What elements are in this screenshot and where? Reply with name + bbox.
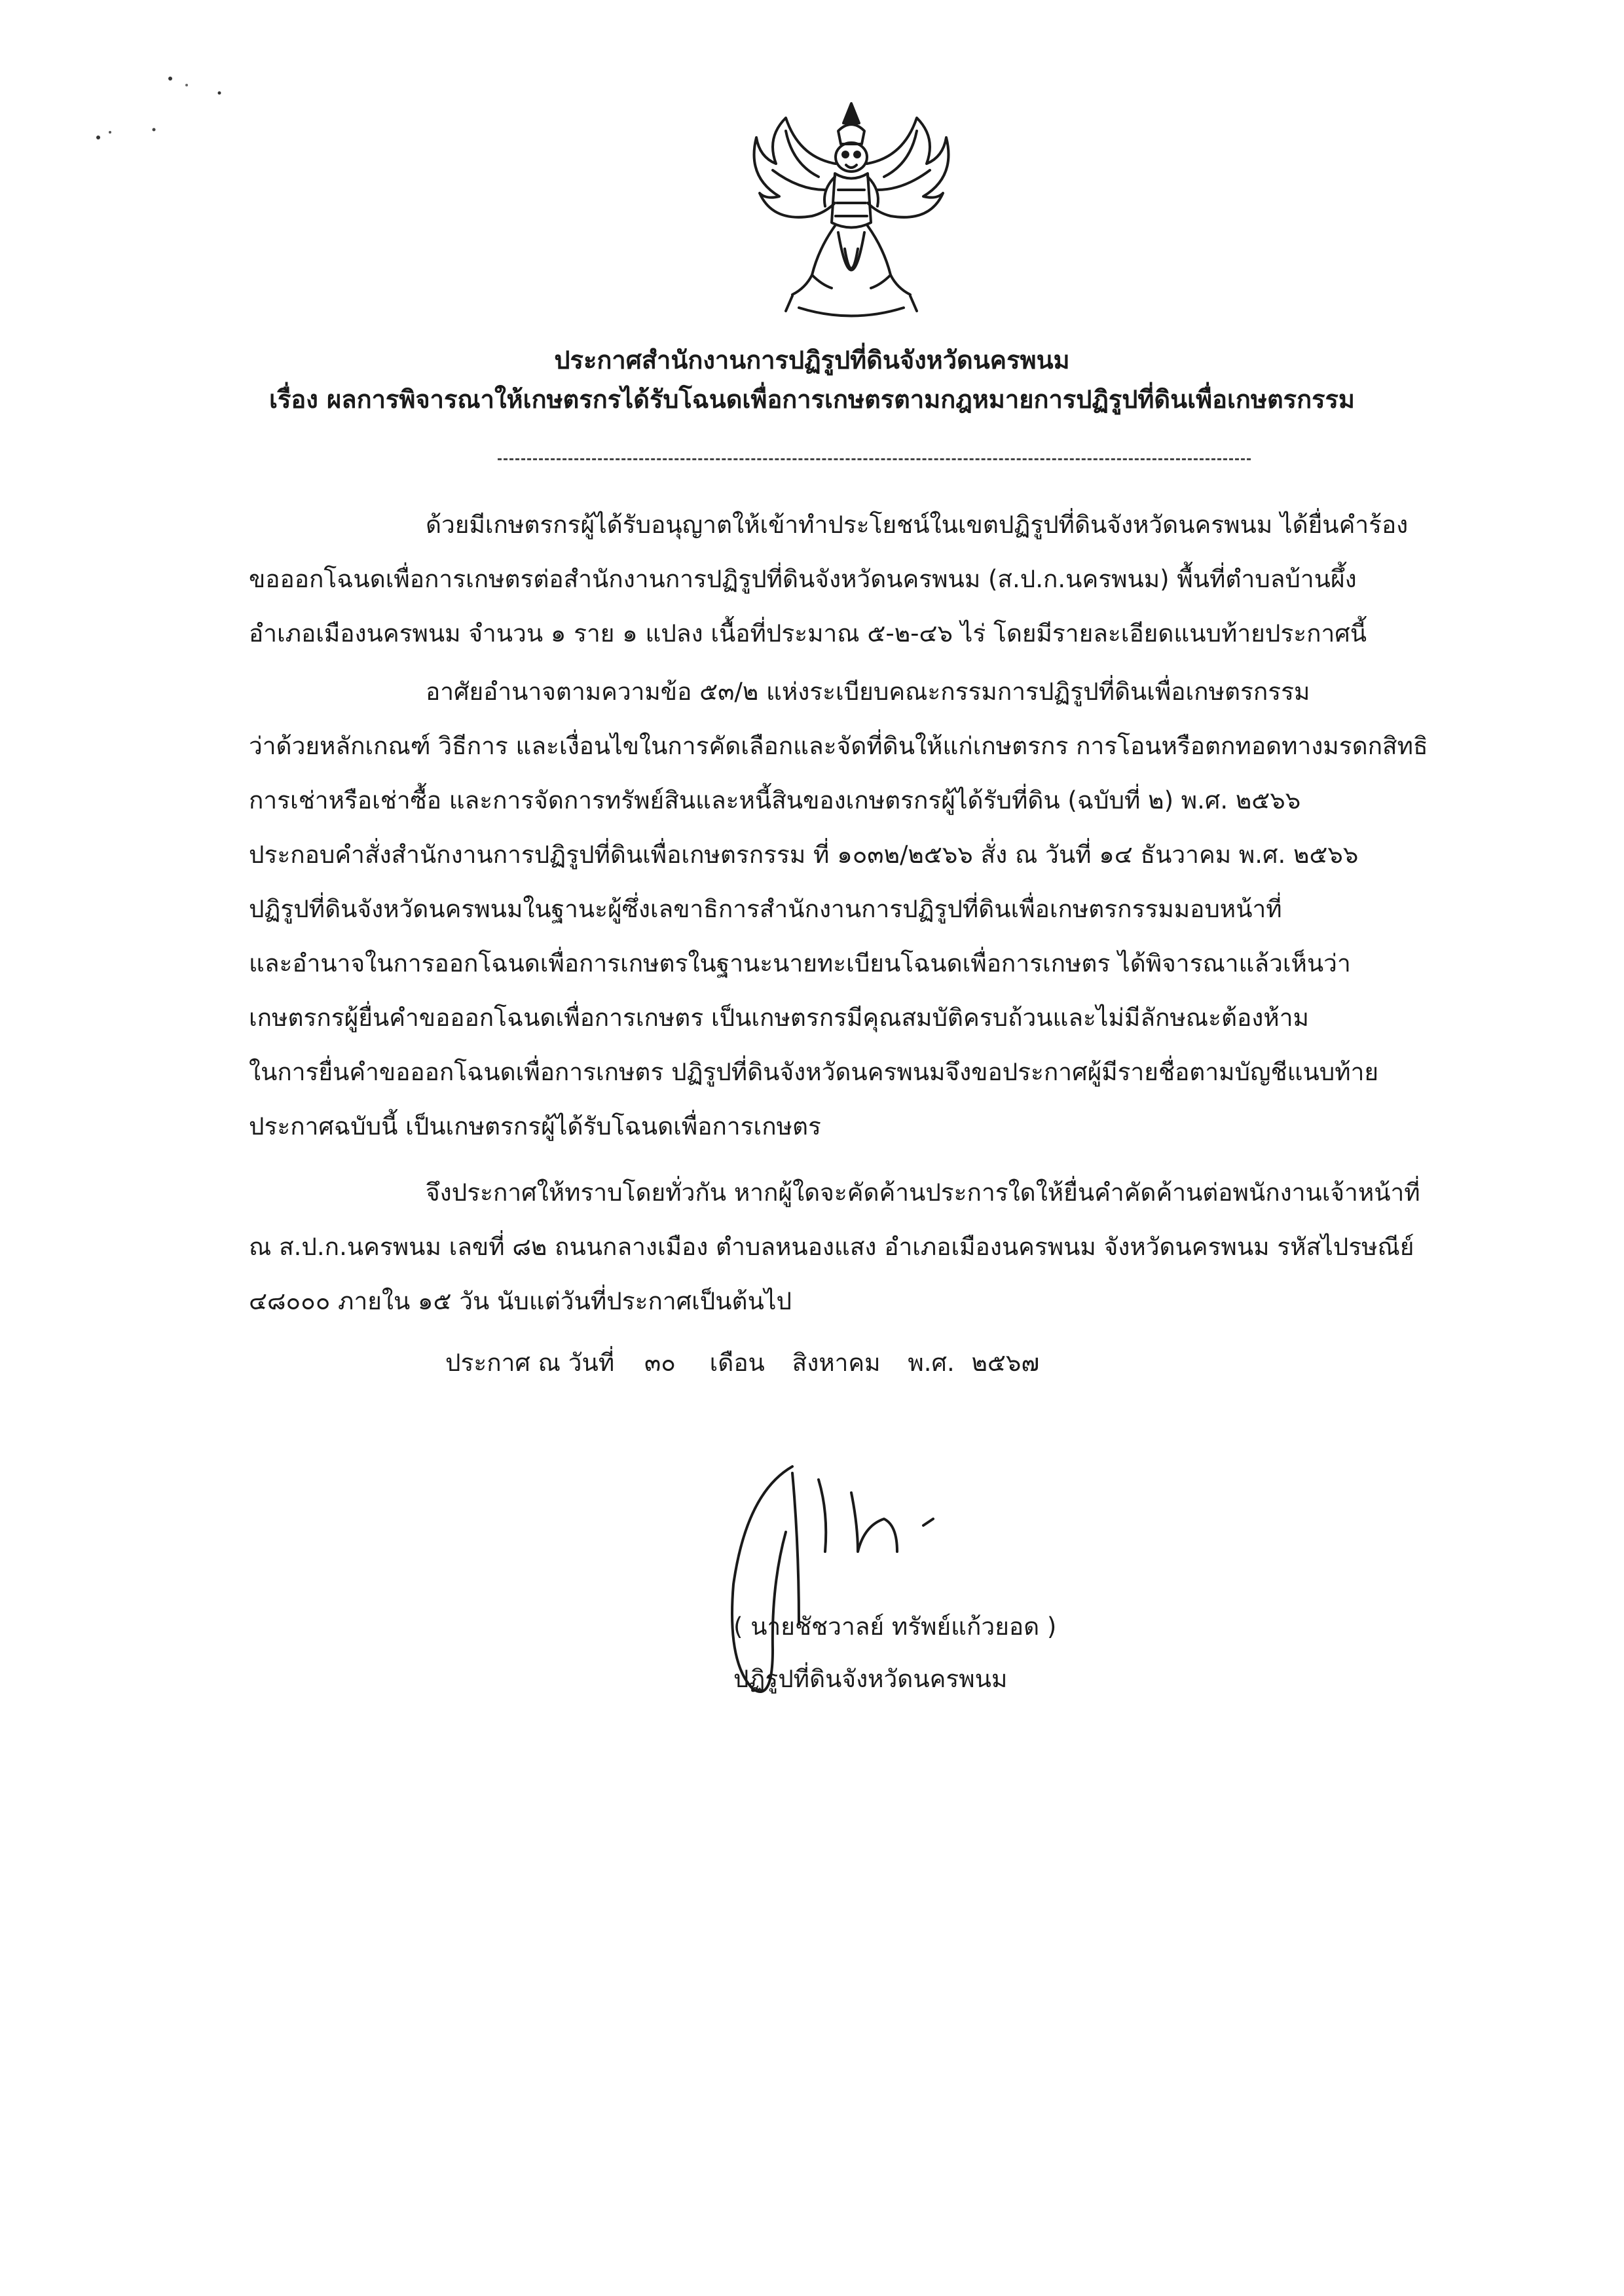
paragraph-line: เกษตรกรผู้ยื่นคำขอออกโฉนดเพื่อการเกษตร เป็นเกษตรกรมีคุณสมบัติครบถ้วนและไม่มีลักษณะต้องห้าม: [249, 1004, 1309, 1032]
signer-title: ปฏิรูปที่ดินจังหวัดนครพนม: [733, 1665, 1008, 1693]
scan-specks: [79, 59, 249, 157]
paragraph-line: ประกาศฉบับนี้ เป็นเกษตรกรผู้ได้รับโฉนดเพื่อการเกษตร: [249, 1112, 821, 1140]
announcement-title: ประกาศสำนักงานการปฏิรูปที่ดินจังหวัดนครพนม: [554, 346, 1070, 374]
paragraph-line: อาศัยอำนาจตามความข้อ ๕๓/๒ แห่งระเบียบคณะกรรมการปฏิรูปที่ดินเพื่อเกษตรกรรม: [426, 678, 1310, 706]
dateline-month: สิงหาคม: [792, 1349, 881, 1377]
paragraph-line: ว่าด้วยหลักเกณฑ์ วิธีการ และเงื่อนไขในการคัดเลือกและจัดที่ดินให้แก่เกษตรกร การโอนหรือตกทอดทางมรดกสิทธิ: [249, 732, 1428, 760]
paragraph-line: และอำนาจในการออกโฉนดเพื่อการเกษตรในฐานะนายทะเบียนโฉนดเพื่อการเกษตร ได้พิจารณาแล้วเห็นว่า: [249, 949, 1351, 977]
dateline-prefix: ประกาศ ณ วันที่: [445, 1349, 615, 1377]
announcement-subject: เรื่อง ผลการพิจารณาให้เกษตรกรได้รับโฉนดเพื่อการเกษตรตามกฎหมายการปฏิรูปที่ดินเพื่อเกษตรกรรม: [269, 385, 1355, 414]
paragraph-line: ประกอบคำสั่งสำนักงานการปฏิรูปที่ดินเพื่อเกษตรกรรม ที่ ๑๐๓๒/๒๕๖๖ สั่ง ณ วันที่ ๑๔ ธันวาคม พ.ศ. ๒๕๖๖: [249, 841, 1359, 869]
announcement-dateline: [445, 1336, 1039, 1390]
paragraph-line: ด้วยมีเกษตรกรผู้ได้รับอนุญาตให้เข้าทำประโยชน์ในเขตปฏิรูปที่ดินจังหวัดนครพนม ได้ยื่นคำร้อง: [426, 511, 1409, 539]
paragraph-line: จึงประกาศให้ทราบโดยทั่วกัน หากผู้ใดจะคัดค้านประการใดให้ยื่นคำคัดค้านต่อพนักงานเจ้าหน้าที่: [426, 1178, 1420, 1207]
paragraph-line: ขอออกโฉนดเพื่อการเกษตรต่อสำนักงานการปฏิรูปที่ดินจังหวัดนครพนม (ส.ป.ก.นครพนม) พื้นที่ตำบลบ้านผึ้ง: [249, 565, 1357, 593]
paragraph-1: [249, 498, 1493, 661]
paragraph-line: ปฏิรูปที่ดินจังหวัดนครพนมในฐานะผู้ซึ่งเลขาธิการสำนักงานการปฏิรูปที่ดินเพื่อเกษตรกรรมมอบหน้าที่: [249, 895, 1282, 923]
signer-name: ( นายชัชวาลย์ ทรัพย์แก้วยอด ): [733, 1613, 1057, 1641]
announcement-heading: [196, 340, 1428, 419]
dashed-divider: [498, 458, 1251, 460]
dateline-year-label: พ.ศ.: [908, 1349, 955, 1377]
paragraph-line: อำเภอเมืองนครพนม จำนวน ๑ ราย ๑ แปลง เนื้อที่ประมาณ ๕-๒-๔๖ ไร่ โดยมีรายละเอียดแนบท้ายประกาศนี้: [249, 619, 1367, 647]
paragraph-3: [249, 1165, 1493, 1328]
paragraph-line: ๔๘๐๐๐ ภายใน ๑๕ วัน นับแต่วันที่ประกาศเป็นต้นไป: [249, 1287, 792, 1315]
dateline-year: ๒๕๖๗: [971, 1349, 1040, 1377]
paragraph-line: ณ ส.ป.ก.นครพนม เลขที่ ๘๒ ถนนกลางเมือง ตำบลหนองแสง อำเภอเมืองนครพนม จังหวัดนครพนม รหัสไปรษณีย์: [249, 1233, 1414, 1261]
paragraph-line: ในการยื่นคำขอออกโฉนดเพื่อการเกษตร ปฏิรูปที่ดินจังหวัดนครพนมจึงขอประกาศผู้มีรายชื่อตามบัญชีแนบท้าย: [249, 1058, 1379, 1086]
paragraph-line: การเช่าหรือเช่าซื้อ และการจัดการทรัพย์สินและหนี้สินของเกษตรกรผู้ได้รับที่ดิน (ฉบับที่ ๒) พ.ศ. ๒๕๖๖: [249, 786, 1301, 814]
dateline-month-label: เดือน: [709, 1349, 765, 1377]
dateline-day: ๓๐: [644, 1349, 676, 1377]
paragraph-2: [249, 665, 1493, 1154]
garuda-emblem-icon: [740, 92, 963, 327]
